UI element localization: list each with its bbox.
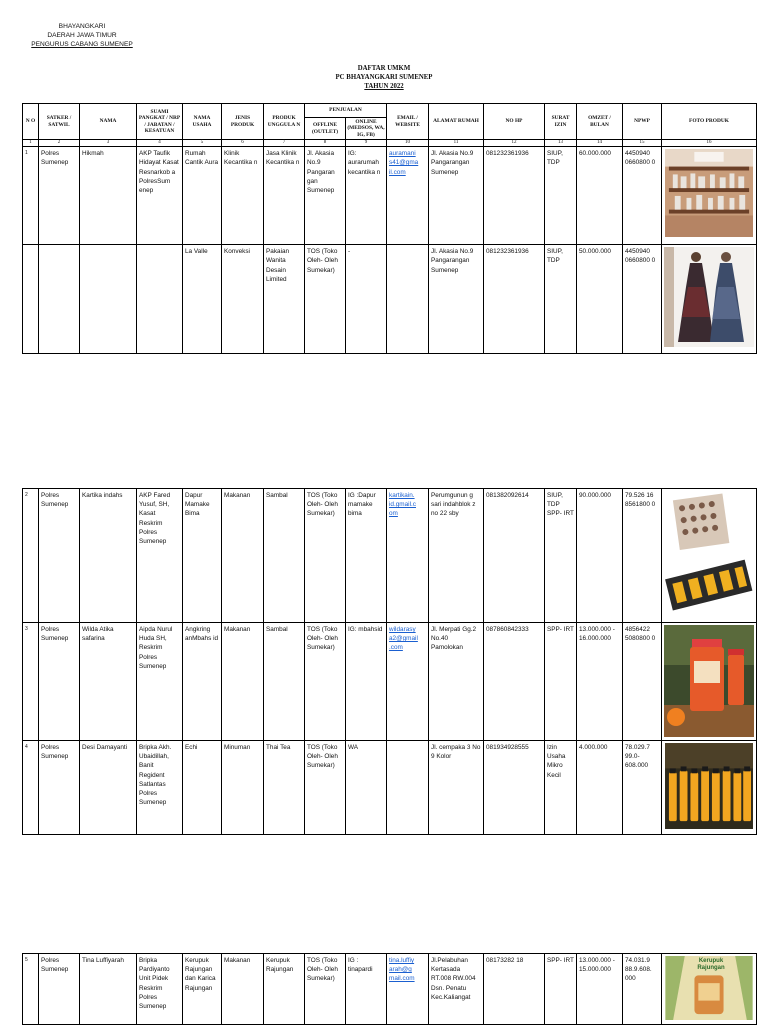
bottles-icon (664, 743, 754, 829)
photo-caption: Kerupuk Rajungan (697, 958, 725, 971)
row-email (387, 623, 429, 741)
row-surat-izin: SIUP, TDP SPP- IRT (545, 489, 577, 623)
row-suami (137, 245, 183, 354)
col-npwp: NPWP (623, 104, 662, 140)
umkm-table-2 (22, 488, 757, 835)
row-satker: Polres Sumenep (39, 147, 80, 245)
row-suami: AKP Fared Yusuf, SH, Kasat Reskrim Polres Sumenep (137, 489, 183, 623)
row-online: WA (346, 741, 387, 835)
row-omzet: 60.000.000 (577, 147, 623, 245)
col-number: 3 (80, 140, 137, 147)
row-no: 3 (23, 623, 39, 741)
row-surat-izin: SPP- IRT (545, 623, 577, 741)
dress-icon (664, 247, 754, 347)
row-satker (39, 245, 80, 354)
row-nama-usaha: Dapur Mamake Bima (183, 489, 222, 623)
shelves-icon (664, 149, 754, 237)
col-number: 15 (623, 140, 662, 147)
col-offline: OFFLINE (OUTLET) (305, 118, 346, 140)
email-link[interactable]: kartikain. id.gmail.c om (389, 492, 416, 518)
row-foto (662, 489, 757, 623)
row-email (387, 147, 429, 245)
row-npwp: 4856422 5080800 0 (623, 623, 662, 741)
row-satker: Polres Sumenep (39, 954, 80, 1025)
document-header (22, 22, 142, 49)
row-npwp: 78.029.7 99.0- 608.000 (623, 741, 662, 835)
col-nama-usaha: NAMA USAHA (183, 104, 222, 140)
col-number: 8 (305, 140, 346, 147)
table-row (23, 147, 757, 245)
col-satker: SATKER / SATWIL (39, 104, 80, 140)
row-offline: Jl. Akasia No.9 Pangaran gan Sumenep (305, 147, 346, 245)
col-email: EMAIL / WEBSITE (387, 104, 429, 140)
row-no: 5 (23, 954, 39, 1025)
row-surat-izin: SIUP, TDP (545, 147, 577, 245)
row-offline: TOS (Toko Oleh- Oleh Sumekar) (305, 245, 346, 354)
col-foto: FOTO PRODUK (662, 104, 757, 140)
col-surat-izin: SURAT IZIN (545, 104, 577, 140)
row-jenis-produk: Minuman (222, 741, 264, 835)
row-satker: Polres Sumenep (39, 489, 80, 623)
row-npwp: 4450940 0660800 0 (623, 245, 662, 354)
table-row (23, 489, 757, 623)
row-nama (80, 245, 137, 354)
col-number: 1 (23, 140, 39, 147)
row-alamat: Jl. Akasia No.9 Pangarangan Sumenep (429, 147, 484, 245)
row-nama: Desi Damayanti (80, 741, 137, 835)
title-year: TAHUN 2022 (364, 83, 404, 90)
region-name: DAERAH JAWA TIMUR (47, 32, 117, 39)
row-no-hp: 087860842333 (484, 623, 545, 741)
food-jars-icon (664, 491, 754, 616)
row-surat-izin: SPP- IRT (545, 954, 577, 1025)
row-alamat: Jl. Akasia No.9 Pangarangan Sumenep (429, 245, 484, 354)
row-produk-unggulan: Jasa Klinik Kecantika n (264, 147, 305, 245)
col-number: 13 (545, 140, 577, 147)
table-row (23, 245, 757, 354)
row-online: - (346, 245, 387, 354)
row-suami: Bripka Akh. Ubaidillah, Banit Regident Satlantas Polres Sumenep (137, 741, 183, 835)
branch-name: PENGURUS CABANG SUMENEP (31, 41, 133, 48)
row-nama-usaha: La Valle (183, 245, 222, 354)
row-offline: TOS (Toko Oleh- Oleh Sumekar) (305, 741, 346, 835)
row-foto (662, 741, 757, 835)
row-npwp: 79.526 16 8561800 0 (623, 489, 662, 623)
org-name: BHAYANGKARI (58, 23, 106, 30)
table-row (23, 741, 757, 835)
row-nama: Wilda Atika safarina (80, 623, 137, 741)
row-no-hp: 081934928555 (484, 741, 545, 835)
row-offline: TOS (Toko Oleh- Oleh Sumekar) (305, 489, 346, 623)
row-suami: Bripka Pardiyanto Unit Pidek Reskrim Polres Sumenep (137, 954, 183, 1025)
row-alamat: Jl. Merpati Gg.2 No.40 Pamolokan (429, 623, 484, 741)
row-omzet: 90.000.000 (577, 489, 623, 623)
email-link[interactable]: auramani s41@gma il.com (389, 150, 419, 176)
email-link[interactable]: wildarasy a2@gmail .com (389, 626, 418, 652)
row-jenis-produk: Konveksi (222, 245, 264, 354)
sambal-jar-icon (664, 625, 754, 737)
row-produk-unggulan: Thai Tea (264, 741, 305, 835)
row-produk-unggulan: Sambal (264, 489, 305, 623)
row-suami: Aipda Nurul Huda SH, Reskrim Polres Sumenep (137, 623, 183, 741)
umkm-table-1 (22, 103, 757, 354)
row-alamat: Perumgunun g sari indahblok z no 22 sby (429, 489, 484, 623)
row-produk-unggulan: Sambal (264, 623, 305, 741)
row-foto (662, 623, 757, 741)
col-alamat: ALAMAT RUMAH (429, 104, 484, 140)
col-penjualan: PENJUALAN (305, 104, 387, 118)
row-email (387, 245, 429, 354)
col-number: 6 (222, 140, 264, 147)
table-row (23, 954, 757, 1025)
row-no: 4 (23, 741, 39, 835)
row-alamat: Jl. cempaka 3 No 9 Kolor (429, 741, 484, 835)
col-number: 10 (387, 140, 429, 147)
col-produk-unggulan: PRODUK UNGGULA N (264, 104, 305, 140)
row-satker: Polres Sumenep (39, 741, 80, 835)
col-no: N O (23, 104, 39, 140)
col-number: 12 (484, 140, 545, 147)
row-offline: TOS (Toko Oleh- Oleh Sumekar) (305, 954, 346, 1025)
col-number: 2 (39, 140, 80, 147)
row-omzet: 13.000.000 - 15.000.000 (577, 954, 623, 1025)
row-foto (662, 245, 757, 354)
row-online: IG: mbahsid (346, 623, 387, 741)
row-no-hp: 08173282 18 (484, 954, 545, 1025)
row-produk-unggulan: Pakaian Wanita Desain Limited (264, 245, 305, 354)
col-number: 14 (577, 140, 623, 147)
row-email (387, 954, 429, 1025)
row-jenis-produk: Klinik Kecantika n (222, 147, 264, 245)
col-number: 11 (429, 140, 484, 147)
row-satker: Polres Sumenep (39, 623, 80, 741)
col-number: 16 (662, 140, 757, 147)
title-line1: DAFTAR UMKM (357, 65, 411, 72)
email-link[interactable]: tina.luffiy arah@g mail.com (389, 957, 415, 983)
row-nama-usaha: Kerupuk Rajungan dan Karica Rajungan (183, 954, 222, 1025)
row-npwp: 4450940 0660800 0 (623, 147, 662, 245)
row-nama: Tina Luffiyarah (80, 954, 137, 1025)
row-no-hp: 081382092614 (484, 489, 545, 623)
row-foto (662, 954, 757, 1025)
row-offline: TOS (Toko Oleh- Oleh Sumekar) (305, 623, 346, 741)
row-jenis-produk: Makanan (222, 623, 264, 741)
row-nama: Kartika indahs (80, 489, 137, 623)
col-jenis-produk: JENIS PRODUK (222, 104, 264, 140)
row-no-hp: 081232361936 (484, 245, 545, 354)
col-suami: SUAMI PANGKAT / NRP / JABATAN / KESATUAN (137, 104, 183, 140)
row-produk-unggulan: Kerupuk Rajungan (264, 954, 305, 1025)
row-no (23, 245, 39, 354)
row-omzet: 50.000.000 (577, 245, 623, 354)
row-email (387, 741, 429, 835)
row-alamat: Jl.Pelabuhan Kertasada RT.008 RW.004 Dsn. Penatu Kec.Kaliangat (429, 954, 484, 1025)
row-surat-izin: SIUP, TDP (545, 245, 577, 354)
umkm-table-3 (22, 953, 757, 1025)
row-nama-usaha: Angkring anMbahs id (183, 623, 222, 741)
row-suami: AKP Taufik Hidayat Kasat Resnarkob a PolresSum enep (137, 147, 183, 245)
row-no: 1 (23, 147, 39, 245)
row-jenis-produk: Makanan (222, 954, 264, 1025)
row-jenis-produk: Makanan (222, 489, 264, 623)
row-foto (662, 147, 757, 245)
col-number: 9 (346, 140, 387, 147)
col-number: 5 (183, 140, 222, 147)
row-no: 2 (23, 489, 39, 623)
row-nama: Hikmah (80, 147, 137, 245)
col-number: 7 (264, 140, 305, 147)
row-omzet: 4.000.000 (577, 741, 623, 835)
row-nama-usaha: Echi (183, 741, 222, 835)
row-omzet: 13.000.000 - 16.000.000 (577, 623, 623, 741)
col-no-hp: NO HP (484, 104, 545, 140)
row-surat-izin: Izin Usaha Mikro Kecil (545, 741, 577, 835)
col-omzet: OMZET / BULAN (577, 104, 623, 140)
row-email (387, 489, 429, 623)
col-nama: NAMA (80, 104, 137, 140)
table-row (23, 623, 757, 741)
row-online: IG :Dapur mamake bima (346, 489, 387, 623)
row-no-hp: 081232361936 (484, 147, 545, 245)
col-online: ONLINE (MEDSOS, WA, IG, FB) (347, 119, 385, 138)
row-nama-usaha: Rumah Cantik Aura (183, 147, 222, 245)
row-online: IG: aurarumah kecantika n (346, 147, 387, 245)
row-online: IG : tinapardi (346, 954, 387, 1025)
document-title (0, 64, 768, 91)
title-line2: PC BHAYANGKARI SUMENEP (335, 74, 433, 81)
row-npwp: 74.031.9 88.9.608. 000 (623, 954, 662, 1025)
col-number: 4 (137, 140, 183, 147)
